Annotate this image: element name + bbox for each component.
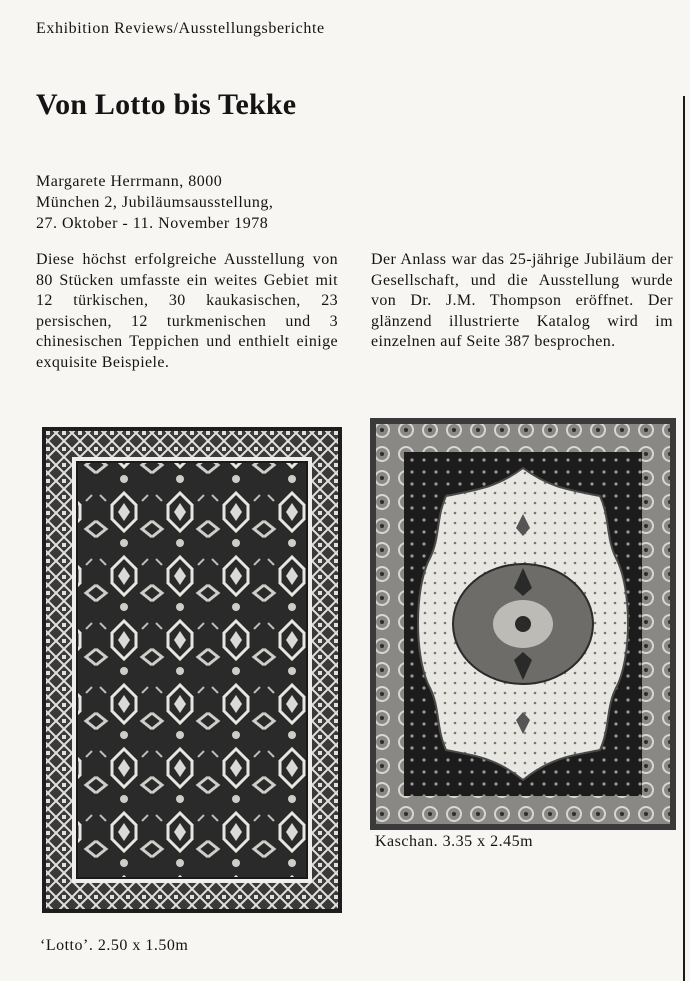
lotto-rug-photo — [40, 425, 344, 915]
kaschan-rug-photo — [370, 418, 676, 830]
lotto-rug-image — [40, 425, 344, 915]
body-column-left: Diese höchst erfolgreiche Ausstellung von 80 Stücken umfasste ein weites Gebiet mit 12 türkischen, 30 kaukasischen, 23 persischen, 12 turkmenischen und 3 chinesischen Teppichen und enthielt einige exquisite Beispiele. — [36, 251, 338, 371]
meta-line-dates: 27. Oktober - 11. November 1978 — [36, 215, 269, 232]
running-header: Exhibition Reviews/Ausstellungsberichte — [36, 20, 325, 37]
meta-line-author: Margarete Herrmann, 8000 — [36, 173, 223, 190]
lotto-caption: ‘Lotto’. 2.50 x 1.50m — [40, 937, 189, 954]
meta-line-location: München 2, Jubiläumsausstellung, — [36, 194, 274, 211]
kaschan-caption: Kaschan. 3.35 x 2.45m — [375, 833, 534, 850]
article-title: Von Lotto bis Tekke — [36, 88, 297, 121]
article-meta — [36, 171, 366, 234]
body-column-right: Der Anlass war das 25-jährige Jubiläum der Gesellschaft, und die Ausstellung wurde von Dr. J.M. Thompson eröffnet. Der glänzend illustrierte Katalog wird im einzelnen auf Seite 387 besprochen. — [371, 251, 673, 350]
column-rule — [683, 96, 685, 981]
kaschan-rug-image — [370, 418, 676, 830]
